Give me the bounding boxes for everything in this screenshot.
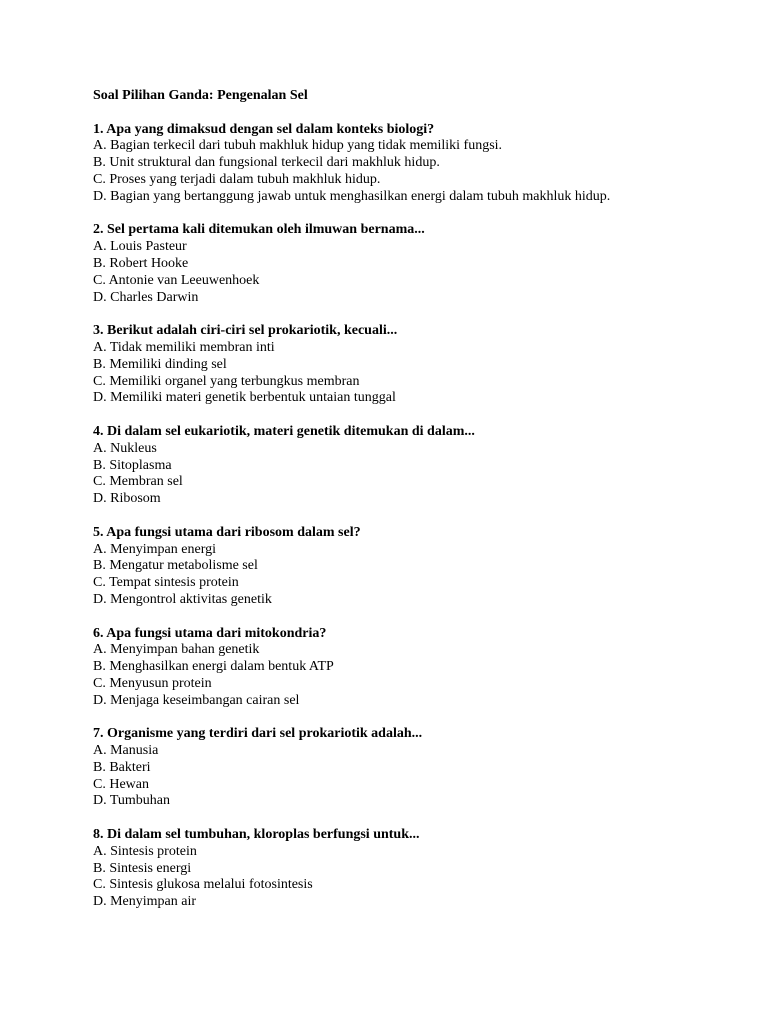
option-c: C. Hewan <box>93 776 149 792</box>
option-b: B. Memiliki dinding sel <box>93 356 227 372</box>
question-text: 1. Apa yang dimaksud dengan sel dalam konteks biologi? <box>93 121 435 137</box>
option-c: C. Memiliki organel yang terbungkus membran <box>93 373 360 389</box>
option-b: B. Mengatur metabolisme sel <box>93 558 258 574</box>
question-7 <box>93 726 733 810</box>
option-c: C. Antonie van Leeuwenhoek <box>93 272 260 288</box>
question-text: 7. Organisme yang terdiri dari sel prokariotik adalah... <box>93 726 423 742</box>
document-page <box>93 88 733 928</box>
option-d: D. Mengontrol aktivitas genetik <box>93 591 272 607</box>
option-c: C. Menyusun protein <box>93 675 212 691</box>
question-4 <box>93 424 733 508</box>
option-a: A. Louis Pasteur <box>93 239 187 255</box>
option-c: C. Tempat sintesis protein <box>93 575 239 591</box>
option-a: A. Tidak memiliki membran inti <box>93 339 275 355</box>
option-b: B. Sitoplasma <box>93 457 172 473</box>
option-a: A. Sintesis protein <box>93 843 197 859</box>
option-a: A. Menyimpan bahan genetik <box>93 642 260 658</box>
option-d: D. Charles Darwin <box>93 289 199 305</box>
question-text: 3. Berikut adalah ciri-ciri sel prokariotik, kecuali... <box>93 323 398 339</box>
option-d: D. Bagian yang bertanggung jawab untuk menghasilkan energi dalam tubuh makhluk hidup. <box>93 188 611 204</box>
option-c: C. Sintesis glukosa melalui fotosintesis <box>93 877 313 893</box>
question-8 <box>93 827 733 911</box>
option-d: D. Tumbuhan <box>93 793 171 809</box>
option-c: C. Membran sel <box>93 474 183 490</box>
option-a: A. Bagian terkecil dari tubuh makhluk hidup yang tidak memiliki fungsi. <box>93 138 503 154</box>
question-text: 8. Di dalam sel tumbuhan, kloroplas berfungsi untuk... <box>93 827 420 843</box>
option-b: B. Robert Hooke <box>93 255 189 271</box>
question-text: 6. Apa fungsi utama dari mitokondria? <box>93 625 327 641</box>
option-d: D. Menyimpan air <box>93 894 197 910</box>
option-d: D. Memiliki materi genetik berbentuk untaian tunggal <box>93 390 396 406</box>
question-5 <box>93 525 733 609</box>
option-b: B. Sintesis energi <box>93 860 192 876</box>
option-c: C. Proses yang terjadi dalam tubuh makhluk hidup. <box>93 171 381 187</box>
question-text: 4. Di dalam sel eukariotik, materi genetik ditemukan di dalam... <box>93 423 475 439</box>
option-a: A. Manusia <box>93 743 159 759</box>
question-2 <box>93 222 733 306</box>
question-3 <box>93 323 733 407</box>
option-b: B. Menghasilkan energi dalam bentuk ATP <box>93 659 334 675</box>
option-b: B. Unit struktural dan fungsional terkecil dari makhluk hidup. <box>93 155 440 171</box>
option-d: D. Ribosom <box>93 491 161 507</box>
question-text: 5. Apa fungsi utama dari ribosom dalam sel? <box>93 524 361 540</box>
option-d: D. Menjaga keseimbangan cairan sel <box>93 692 300 708</box>
option-b: B. Bakteri <box>93 759 151 775</box>
question-6 <box>93 626 733 710</box>
document-title: Soal Pilihan Ganda: Pengenalan Sel <box>93 88 308 103</box>
question-1 <box>93 122 733 206</box>
option-a: A. Nukleus <box>93 440 157 456</box>
question-text: 2. Sel pertama kali ditemukan oleh ilmuwan bernama... <box>93 222 425 238</box>
option-a: A. Menyimpan energi <box>93 541 216 557</box>
